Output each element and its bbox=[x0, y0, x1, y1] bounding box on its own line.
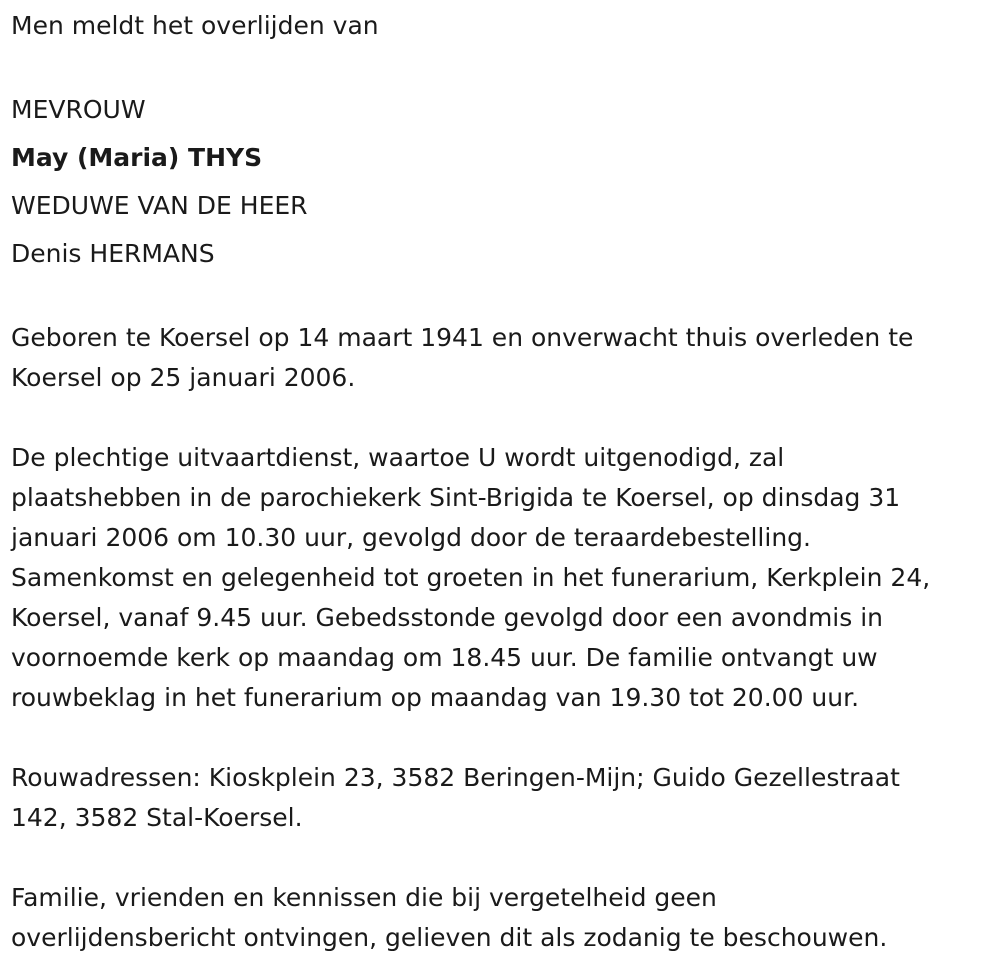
intro-text: Men meldt het overlijden van bbox=[11, 11, 379, 40]
spouse-name: Denis HERMANS bbox=[11, 239, 215, 268]
mourning-addresses-paragraph: Rouwadressen: Kioskplein 23, 3582 Beringen-Mijn; Guido Gezellestraat 142, 3582 Stal-Koersel. bbox=[11, 763, 900, 832]
widow-of-text: WEDUWE VAN DE HEER bbox=[11, 191, 308, 220]
family-note-paragraph: Familie, vrienden en kennissen die bij vergetelheid geen overlijdensbericht ontvingen, gelieven dit als zodanig te beschouwen. bbox=[11, 883, 888, 952]
deceased-name: May (Maria) THYS bbox=[11, 143, 263, 172]
funeral-service-paragraph: De plechtige uitvaartdienst, waartoe U wordt uitgenodigd, zal plaatshebben in de parochiekerk Sint-Brigida te Koersel, op dinsdag 31 januari 2006 om 10.30 uur, gevolgd door de teraardebestelling. Samenkomst en gelegenheid tot groeten in het funerarium, Kerkplein 24, Koersel, vanaf 9.45 uur. Gebedsstonde gevolgd door een avondmis in voornoemde kerk op maandag om 18.45 uur. De familie ontvangt uw rouwbeklag in het funerarium op maandag van 19.30 tot 20.00 uur. bbox=[11, 443, 931, 712]
birth-death-paragraph: Geboren te Koersel op 14 maart 1941 en onverwacht thuis overleden te Koersel op 25 januari 2006. bbox=[11, 323, 914, 392]
death-notice bbox=[11, 0, 996, 958]
title-text: MEVROUW bbox=[11, 95, 146, 124]
deceased-name-block bbox=[11, 86, 996, 278]
